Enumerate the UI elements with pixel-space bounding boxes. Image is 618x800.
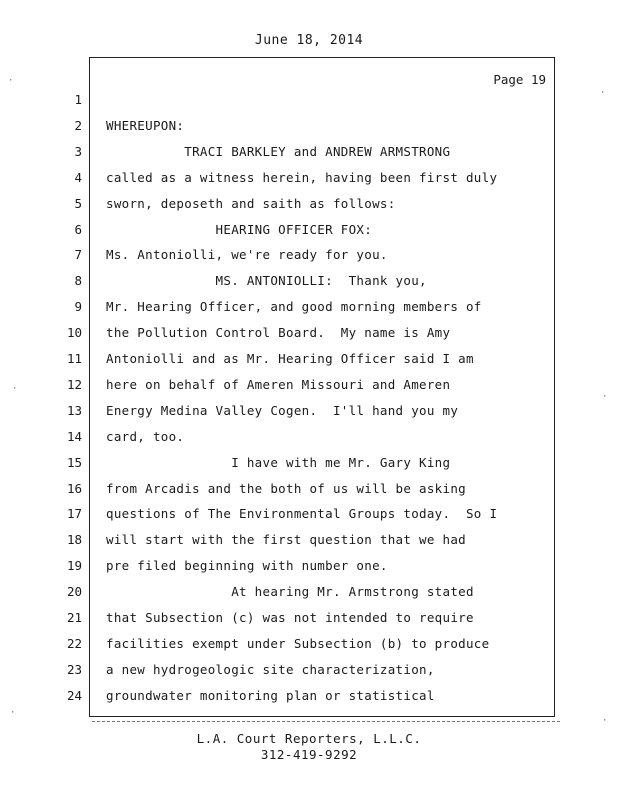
line-text: Mr. Hearing Officer, and good morning members of xyxy=(106,299,482,315)
transcript-line xyxy=(0,403,560,423)
line-text: facilities exempt under Subsection (b) to produce xyxy=(106,635,490,651)
transcript-line xyxy=(0,610,560,630)
transcript-line xyxy=(0,636,560,656)
line-text: MS. ANTONIOLLI: Thank you, xyxy=(106,273,427,289)
line-text: called as a witness herein, having been first duly xyxy=(106,169,498,185)
line-text: a new hydrogeologic site characterization, xyxy=(106,661,435,677)
transcript-line xyxy=(0,662,560,682)
line-text: Ms. Antoniolli, we're ready for you. xyxy=(106,247,388,263)
line-text: TRACI BARKLEY and ANDREW ARMSTRONG xyxy=(106,143,451,159)
line-text: Energy Medina Valley Cogen. I'll hand you my xyxy=(106,402,459,418)
line-text: I have with me Mr. Gary King xyxy=(106,454,451,470)
line-number: 24 xyxy=(66,687,82,703)
line-text: from Arcadis and the both of us will be asking xyxy=(106,480,466,496)
line-number: 17 xyxy=(66,506,82,522)
line-number: 3 xyxy=(74,143,82,159)
line-number: 1 xyxy=(74,92,82,107)
line-number: 5 xyxy=(74,195,82,211)
transcript-line xyxy=(0,196,560,216)
line-text: card, too. xyxy=(106,428,185,444)
line-text: that Subsection (c) was not intended to require xyxy=(106,610,474,625)
line-number: 23 xyxy=(66,661,82,677)
line-number: 14 xyxy=(66,428,82,444)
transcript-line xyxy=(0,144,560,164)
line-text: At hearing Mr. Armstrong stated xyxy=(106,584,474,600)
reporter-company: L.A. Court Reporters, L.L.C. xyxy=(196,731,422,746)
transcript-line xyxy=(0,222,560,242)
transcript-line xyxy=(0,532,560,552)
transcript-line xyxy=(0,688,560,708)
scan-speck: · xyxy=(12,384,18,394)
scan-speck: · xyxy=(600,88,606,98)
line-number: 12 xyxy=(66,376,82,392)
line-text: here on behalf of Ameren Missouri and Ameren xyxy=(106,376,451,392)
line-text: the Pollution Control Board. My name is Amy xyxy=(106,325,451,341)
line-number: 4 xyxy=(74,169,82,185)
line-number: 22 xyxy=(66,635,82,651)
scan-speck: · xyxy=(602,392,608,402)
transcript-date: June 18, 2014 xyxy=(254,33,364,48)
line-number: 9 xyxy=(74,299,82,315)
line-number: 13 xyxy=(66,402,82,418)
transcript-line xyxy=(0,455,560,475)
transcript-line xyxy=(0,558,560,578)
transcript-line xyxy=(0,351,560,371)
line-number: 10 xyxy=(66,325,82,341)
transcript-line xyxy=(0,273,560,293)
transcript-line xyxy=(0,92,560,112)
line-number: 20 xyxy=(66,584,82,600)
line-number: 2 xyxy=(74,117,82,133)
line-text: groundwater monitoring plan or statistical xyxy=(106,687,435,703)
line-text: HEARING OFFICER FOX: xyxy=(106,221,373,237)
transcript-line xyxy=(0,584,560,604)
line-text: pre filed beginning with number one. xyxy=(106,558,388,574)
line-number: 11 xyxy=(66,351,82,366)
line-text: will start with the first question that we had xyxy=(106,532,466,548)
transcript-line xyxy=(0,247,560,267)
page-number: Page 19 xyxy=(493,72,546,87)
line-number: 6 xyxy=(74,221,82,237)
transcript-line xyxy=(0,481,560,501)
line-number: 16 xyxy=(66,480,82,496)
transcript-line xyxy=(0,429,560,449)
scan-speck: · xyxy=(602,716,608,726)
scan-speck: · xyxy=(8,76,14,86)
transcript-line xyxy=(0,170,560,190)
transcript-line xyxy=(0,377,560,397)
line-number: 15 xyxy=(66,454,82,470)
line-number: 18 xyxy=(66,532,82,548)
transcript-line xyxy=(0,118,560,138)
line-number: 19 xyxy=(66,558,82,574)
line-number: 7 xyxy=(74,247,82,263)
line-number: 21 xyxy=(66,610,82,625)
reporter-phone: 312-419-9292 xyxy=(260,747,358,762)
line-text: sworn, deposeth and saith as follows: xyxy=(106,195,396,211)
transcript-line xyxy=(0,506,560,526)
transcript-line xyxy=(0,325,560,345)
line-text: Antoniolli and as Mr. Hearing Officer said I am xyxy=(106,351,474,366)
line-text: WHEREUPON: xyxy=(106,117,185,133)
line-number: 8 xyxy=(74,273,82,289)
line-text: questions of The Environmental Groups today. So I xyxy=(106,506,498,522)
transcript-line xyxy=(0,299,560,319)
scan-speck: · xyxy=(10,708,16,718)
